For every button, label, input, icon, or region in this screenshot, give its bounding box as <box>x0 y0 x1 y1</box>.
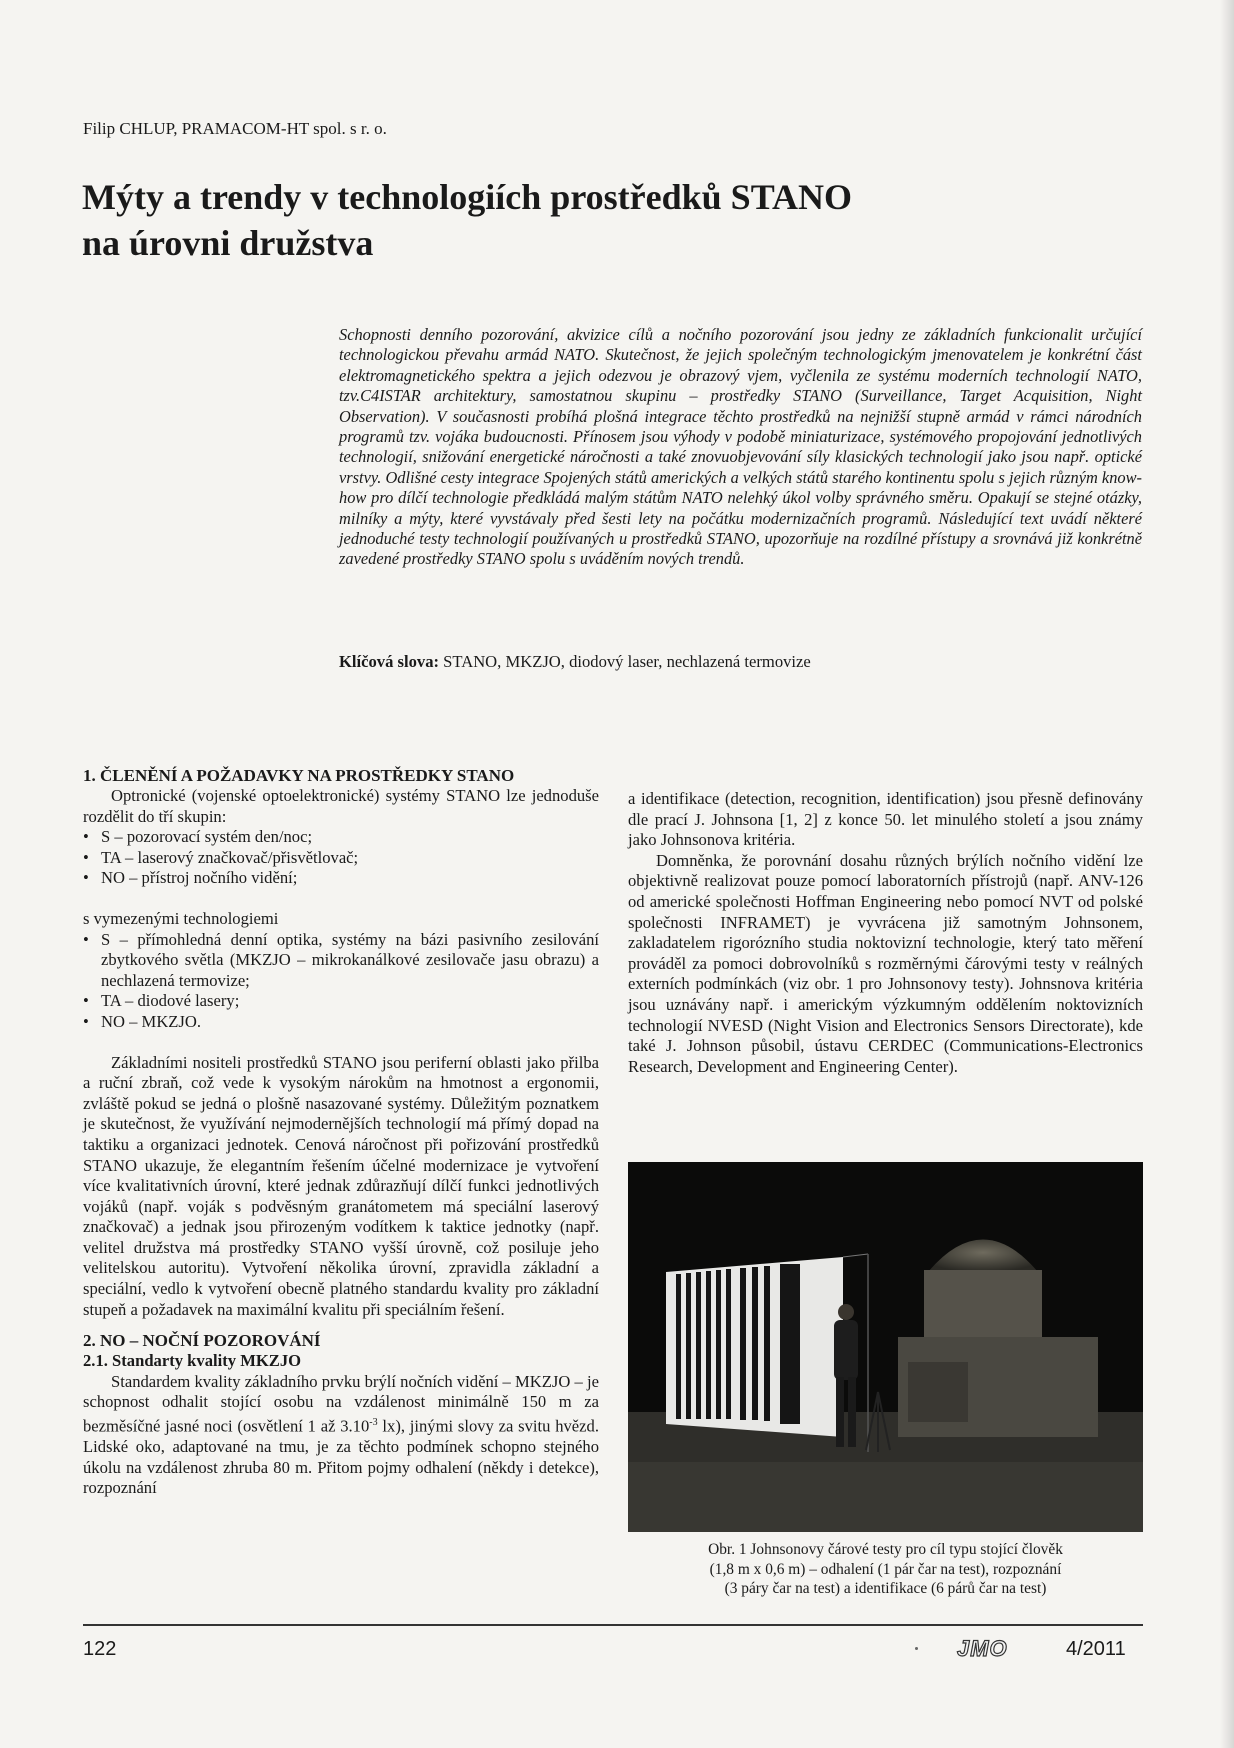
superscript: -3 <box>369 1417 378 1429</box>
list-item: • TA – diodové lasery; <box>83 991 599 1012</box>
title-line-2: na úrovni družstva <box>82 223 374 263</box>
list-item: • NO – MKZJO. <box>83 1012 599 1033</box>
author-line: Filip CHLUP, PRAMACOM-HT spol. s r. o. <box>83 119 387 138</box>
footer-rule <box>83 1624 1143 1626</box>
spacer <box>83 1320 599 1330</box>
caption-line: (1,8 m x 0,6 m) – odhalení (1 pár čar na test), rozpoznání <box>709 1560 1062 1578</box>
spacer <box>83 1033 599 1053</box>
page-number: 122 <box>83 1638 117 1660</box>
keywords-text: STANO, MKZJO, diodový laser, nechlazená termovize <box>439 652 811 671</box>
right-column <box>628 789 1143 1077</box>
text-run: lx), jinými slovy za svitu hvězd. Lidské oko, adaptované na tmu, je za těchto podmínek schopno stejného úkolu na vzdálenost zhruba 80 m. Přitom pojmy odhalení (někdy i detekce), rozpoznání <box>83 1416 599 1498</box>
paragraph: s vymezenými technologiemi <box>83 908 279 928</box>
caption-line: Obr. 1 Johnsonovy čárové testy pro cíl typu stojící člověk <box>708 1541 1063 1558</box>
keywords-label: Klíčová slova: <box>339 652 440 671</box>
bullet-list-2 <box>83 930 599 1033</box>
bullet-list-1 <box>83 827 599 889</box>
subsection-heading: 2.1. Standarty kvality MKZJO <box>83 1351 302 1371</box>
title-line-1: Mýty a trendy v technologiích prostředků STANO <box>82 177 853 217</box>
keywords <box>339 652 1142 672</box>
figure-caption <box>628 1540 1143 1599</box>
section-heading-1: 1. ČLENĚNÍ A POŽADAVKY NA PROSTŘEDKY STANO <box>83 766 515 785</box>
spacer <box>83 889 599 909</box>
left-column <box>83 765 599 1499</box>
page-edge-shadow <box>1220 0 1234 1748</box>
list-item: • TA – laserový značkovač/přisvětlovač; <box>83 848 599 869</box>
figure-photo <box>628 1162 1143 1532</box>
journal-logo: JMO <box>957 1636 1008 1661</box>
article-title <box>82 174 982 266</box>
paragraph: Základními nositeli prostředků STANO jsou periferní oblasti jako přilba a ruční zbraň, což vede k vysokým nárokům na hmotnost a ergonomii, zvláště pokud se jedná o plošně nasazované systémy. Důležitým poznatkem je skutečnost, že využívání nejmodernějších technologií má přímý dopad na taktiku a organizaci jednotek. Cenová náročnost při pořizování prostředků STANO ukazuje, že elegantním řešením účelné modernizace je vytvoření více kvalitativních úrovní, které jednak zdůrazňují dílčí funkci jednotlivých vojáků (např. voják s podvěsným granátometem má speciální laserový značkovač) a jednak jsou přirozeným vodítkem k taktice jednotky (např. velitel družstva má prostředky STANO vyšší úrovně, což posiluje jeho velitelskou autoritu). Vytvoření několika úrovní, zpravidla základní a speciální, vedlo k vytvoření obecně platného standardu kvality pro základní stupeň a požadavek na maximální kvalitu při speciálním řešení. <box>83 1052 599 1319</box>
night-photo-illustration <box>628 1162 1143 1532</box>
paragraph: Optronické (vojenské optoelektronické) systémy STANO lze jednoduše rozdělit do tří skupin: <box>83 786 599 826</box>
paragraph: Domněnka, že porovnání dosahu různých brýlích nočního vidění lze objektivně realizovat pouze pomocí laboratorních přístrojů (např. ANV-126 od americké společnosti Hoffman Engineering nebo pomocí NVT od polské společnosti INFRAMET) je vyvrácena již samotným Johnsonem, zakladatelem rigorózního studia noktovizní technologie, který tato měření prováděl za pomoci dobrovolníků s rozměrnými čárovými testy v reálných externích podmínkách (viz obr. 1 pro Johnsonovy testy). Johnsnova kritéria jsou uznávány např. i americkým výzkumným oddělením noktovizních technologií NVESD (Night Vision and Electronics Sensors Directorate), kde také J. Johnson působil, ústavu CERDEC (Communications-Electronics Research, Development and Engineering Center). <box>628 850 1143 1076</box>
list-item: • NO – přístroj nočního vidění; <box>83 868 599 889</box>
paragraph <box>83 1372 599 1499</box>
caption-line: (3 páry čar na test) a identifikace (6 párů čar na test) <box>724 1580 1047 1597</box>
abstract: Schopnosti denního pozorování, akvizice cílů a nočního pozorování jsou jedny ze základních funkcionalit určující technologickou převahu armád NATO. Skutečnost, že jejich společným technologickým jmenovatelem je konkrétní část elektromagnetického spektra a jejich odezvou je obrazový vjem, vyčlenila ze systému moderních technologií NATO, tzv.C4ISTAR architektury, samostatnou skupinu – prostředky STANO (Surveillance, Target Acquisition, Night Observation). V současnosti probíhá plošná integrace těchto prostředků na nejnižší stupně armád v rámci národních programů tzv. vojáka budoucnosti. Přínosem jsou výhody v podobě miniaturizace, systémového propojování jednotlivých technologií, snižování energetické náročnosti a také znovuobjevování síly klasických technologií jako jsou např. optické vrstvy. Odlišné cesty integrace Spojených států amerických a velkých států starého kontinentu spolu s jejich různým know-how pro dílčí technologie předkládá malým státům NATO nelehký úkol volby správného směru. Opakují se stejné otázky, milníky a mýty, které vyvstávaly před šesti lety na počátku modernizačních programů. Následující text uvádí některé jednoduché testy technologií používaných u prostředků STANO, upozorňuje na rozdílné přístupy a srovnává již konkrétně zavedené prostředky STANO spolu s uváděním nových trendů. <box>339 325 1142 569</box>
paragraph: a identifikace (detection, recognition, identification) jsou přesně definovány dle prací J. Johnsona [1, 2] z konce 50. let minulého století a jsou známy jako Johnsonova kritéria. <box>628 789 1143 850</box>
section-heading-2: 2. NO – NOČNÍ POZOROVÁNÍ <box>83 1331 321 1351</box>
issue-number: 4/2011 <box>1066 1638 1126 1660</box>
list-item: • S – pozorovací systém den/noc; <box>83 827 599 848</box>
text-run: Standardem kvality základního prvku brýlí nočních vidění – MKZJO – je schopnost odhalit stojící osobu na vzdálenost minimálně 150 m za bezměsíčné jasné noci (osvětlení 1 až 3.10 <box>83 1371 599 1436</box>
list-item: • S – přímohledná denní optika, systémy na bázi pasivního zesilování zbytkového světla (MKZJO – mikrokanálkové zesilovače jasu obrazu) a nechlazená termovize; <box>83 930 599 992</box>
footer-dot <box>915 1647 918 1650</box>
